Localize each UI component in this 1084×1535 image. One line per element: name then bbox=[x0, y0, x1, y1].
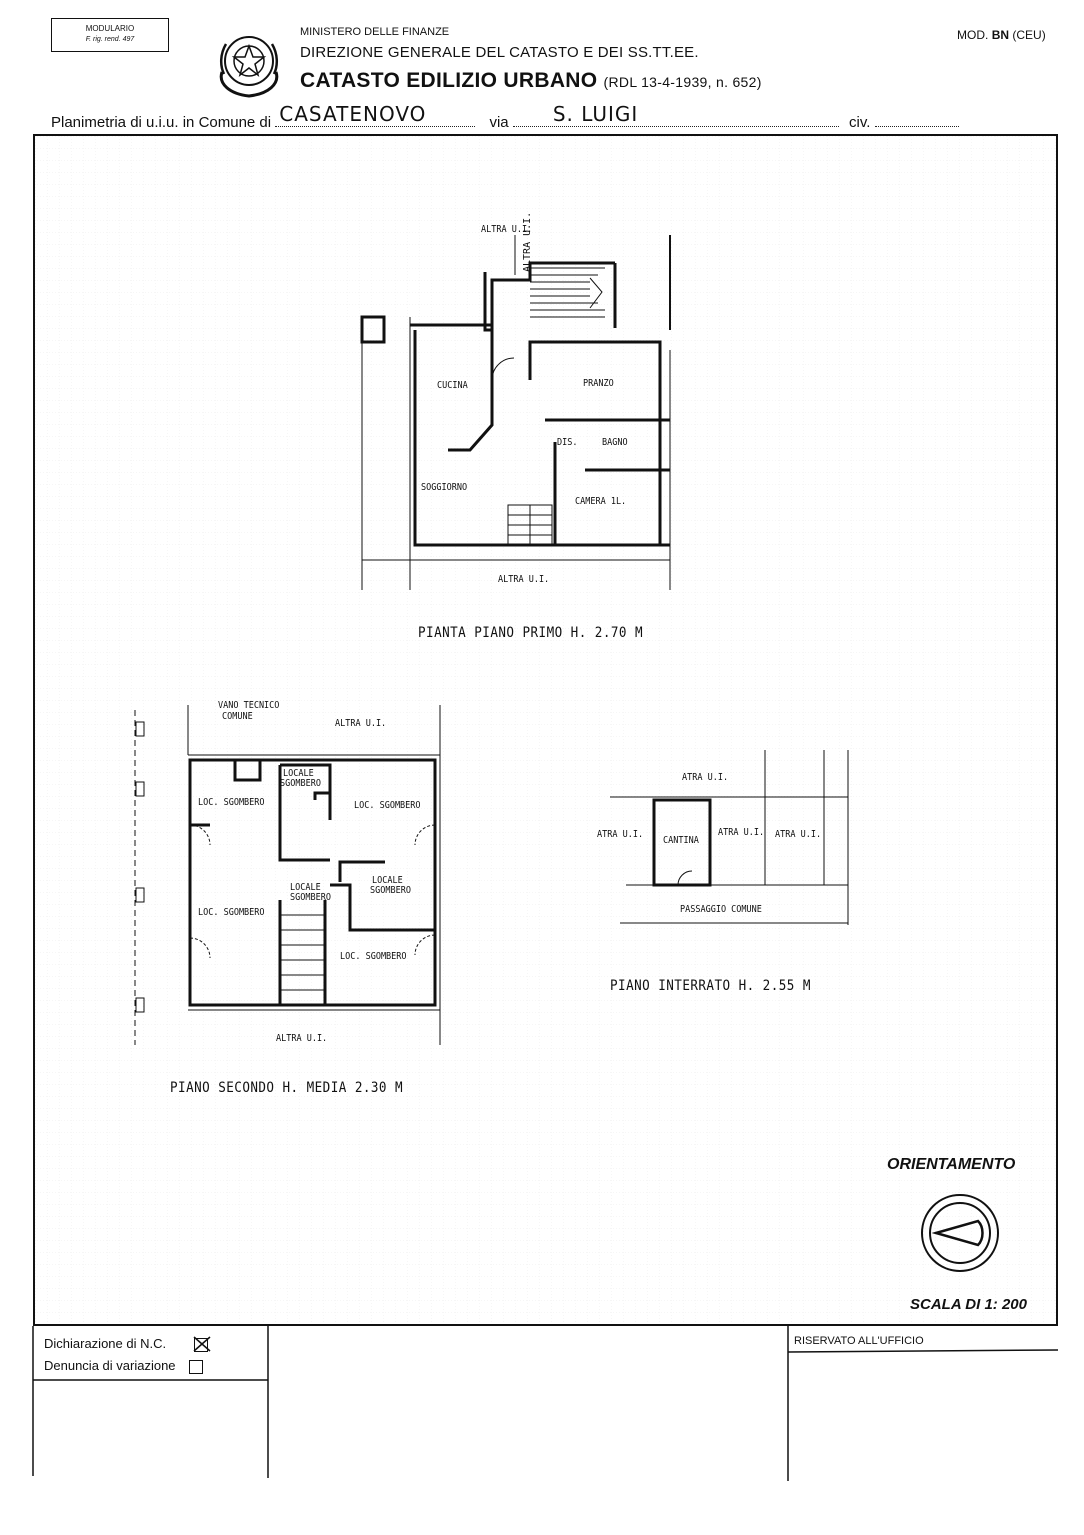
basement-caption: PIANO INTERRATO H. 2.55 M bbox=[610, 978, 811, 994]
modulario-line2: F. rig. rend. 497 bbox=[85, 36, 135, 43]
comune-value: CASATENOVO bbox=[279, 102, 427, 126]
catasto-title: CATASTO EDILIZIO URBANO bbox=[300, 69, 598, 92]
bs-label-atra-mid: ATRA U.I. bbox=[718, 827, 765, 838]
direction-name: DIREZIONE GENERALE DEL CATASTO E DEI SS.TT.EE. bbox=[300, 44, 699, 61]
denuncia-row bbox=[44, 1358, 203, 1374]
republic-emblem-icon bbox=[210, 24, 288, 102]
north-arrow-icon bbox=[918, 1193, 1004, 1273]
civ-field bbox=[875, 114, 959, 127]
model-prefix: MOD. bbox=[957, 28, 989, 42]
f2-label-ls-c1: LOCALE bbox=[372, 875, 403, 886]
f1-label-altra-vert: ALTRA U.I. bbox=[522, 211, 533, 272]
f2-label-ls-a1: LOCALE bbox=[283, 768, 314, 779]
location-row bbox=[51, 102, 959, 131]
f2-label-ls-b2: SGOMBERO bbox=[290, 892, 331, 903]
f2-label-ls-c2: SGOMBERO bbox=[370, 885, 411, 896]
modulario-box bbox=[51, 18, 169, 52]
f1-label-bagno: BAGNO bbox=[602, 437, 628, 448]
floor1-plan bbox=[340, 220, 700, 600]
bs-label-atra-top: ATRA U.I. bbox=[682, 772, 729, 783]
f2-label-vano-1: VANO TECNICO bbox=[218, 700, 280, 711]
f2-label-ls-b1: LOCALE bbox=[290, 882, 321, 893]
model-bold: BN bbox=[991, 28, 1010, 42]
comune-field bbox=[275, 102, 475, 127]
denuncia-checkbox[interactable] bbox=[189, 1360, 203, 1374]
dichiarazione-checkbox[interactable] bbox=[194, 1338, 208, 1352]
civ-label: civ. bbox=[848, 114, 871, 131]
f2-label-loc-br: LOC. SGOMBERO bbox=[340, 951, 407, 962]
location-prefix: Planimetria di u.i.u. in Comune di bbox=[51, 114, 272, 131]
modulario-line1: MODULARIO bbox=[85, 24, 135, 33]
f1-label-cucina: CUCINA bbox=[437, 380, 468, 391]
checkmark-x-icon bbox=[192, 1333, 212, 1353]
f2-label-vano-2: COMUNE bbox=[222, 711, 253, 722]
bs-label-atra-right: ATRA U.I. bbox=[775, 829, 822, 840]
ministry-name: MINISTERO DELLE FINANZE bbox=[300, 26, 450, 38]
via-label: via bbox=[489, 114, 509, 131]
f1-label-pranzo: PRANZO bbox=[583, 378, 614, 389]
rdl-reference: (RDL 13-4-1939, n. 652) bbox=[603, 74, 762, 90]
denuncia-label: Denuncia di variazione bbox=[44, 1358, 176, 1373]
f1-label-altra-top: ALTRA U.I. bbox=[481, 224, 533, 235]
via-field bbox=[513, 102, 839, 127]
scale-label: SCALA DI 1: 200 bbox=[910, 1296, 1027, 1313]
f1-label-altra-bottom: ALTRA U.I. bbox=[498, 574, 550, 585]
f1-label-soggiorno: SOGGIORNO bbox=[421, 482, 468, 493]
f2-label-altra-top: ALTRA U.I. bbox=[335, 718, 387, 729]
f2-label-loc-tl: LOC. SGOMBERO bbox=[198, 797, 265, 808]
orientation-label: ORIENTAMENTO bbox=[887, 1156, 1016, 1173]
document-title bbox=[300, 69, 762, 93]
model-suffix: (CEU) bbox=[1012, 28, 1046, 42]
floor1-caption: PIANTA PIANO PRIMO H. 2.70 M bbox=[418, 625, 644, 641]
f2-label-loc-tr: LOC. SGOMBERO bbox=[354, 800, 421, 811]
dichiarazione-label: Dichiarazione di N.C. bbox=[44, 1336, 167, 1351]
f1-label-camera: CAMERA 1L. bbox=[575, 496, 627, 507]
bs-label-cantina: CANTINA bbox=[663, 835, 699, 846]
floor2-caption: PIANO SECONDO H. MEDIA 2.30 M bbox=[170, 1080, 404, 1096]
model-code bbox=[957, 28, 1046, 42]
f2-label-loc-ml: LOC. SGOMBERO bbox=[198, 907, 265, 918]
via-value: S. LUIGI bbox=[552, 102, 639, 126]
bs-label-passaggio: PASSAGGIO COMUNE bbox=[680, 904, 762, 915]
dichiarazione-row bbox=[44, 1336, 208, 1352]
f1-label-dis: DIS. bbox=[557, 437, 578, 448]
riservato-label: RISERVATO ALL'UFFICIO bbox=[794, 1335, 924, 1347]
f2-label-ls-a2: SGOMBERO bbox=[280, 778, 321, 789]
f2-label-altra-bottom: ALTRA U.I. bbox=[276, 1033, 328, 1044]
bs-label-atra-left: ATRA U.I. bbox=[597, 829, 644, 840]
